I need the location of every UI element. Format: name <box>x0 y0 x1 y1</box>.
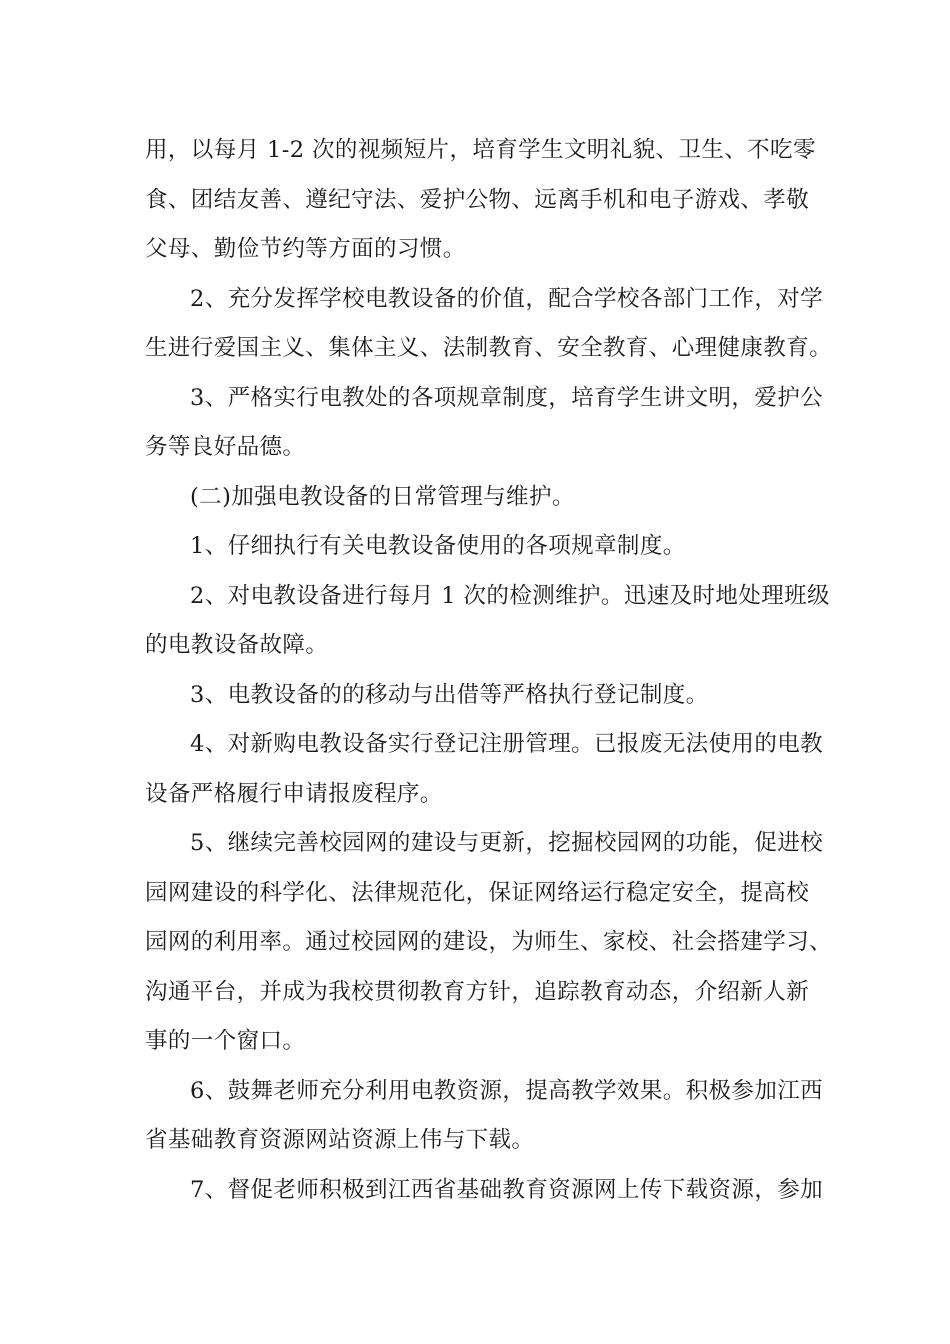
text-line: 园网建设的科学化、法律规范化，保证网络运行稳定安全，提高校 <box>145 879 810 906</box>
paragraph-start-line: 2、对电教设备进行每月 1 次的检测维护。迅速及时地处理班级 <box>190 582 830 609</box>
paragraph-start-line: 6、鼓舞老师充分利用电教资源，提高教学效果。积极参加江西 <box>190 1077 824 1104</box>
text-line: 园网的利用率。通过校园网的建设，为师生、家校、社会搭建学习、 <box>145 929 833 955</box>
body-text <box>145 126 833 1215</box>
text-line: 沟通平台，并成为我校贯彻教育方针，追踪教育动态，介绍新人新 <box>145 978 810 1005</box>
paragraph-start-line: 7、督促老师积极到江西省基础教育资源网上传下载资源，参加 <box>190 1176 824 1203</box>
text-line: 务等良好品德。 <box>145 434 306 460</box>
paragraph-start-line: 3、严格实行电教处的各项规章制度，培育学生讲文明，爱护公 <box>190 384 824 411</box>
text-line: 设备严格履行申请报废程序。 <box>145 780 443 807</box>
text-line: 省基础教育资源网站资源上伟与下载。 <box>145 1127 535 1153</box>
text-line: 父母、勤俭节约等方面的习惯。 <box>145 236 466 262</box>
paragraph-start-line: 4、对新购电教设备实行登记注册管理。已报废无法使用的电教 <box>190 731 824 757</box>
paragraph-start-line: 3、电教设备的的移动与出借等严格执行登记制度。 <box>190 681 709 708</box>
text-line: 食、团结友善、遵纪守法、爱护公物、远离手机和电子游戏、孝敬 <box>145 186 810 213</box>
text-line: 的电教设备故障。 <box>145 632 329 658</box>
paragraph-start-line: 1、仔细执行有关电教设备使用的各项规章制度。 <box>190 533 686 559</box>
paragraph-start-line: 2、充分发挥学校电教设备的价值，配合学校各部门工作，对学 <box>190 285 824 312</box>
text-line: 生进行爱国主义、集体主义、法制教育、安全教育、心理健康教育。 <box>145 335 833 361</box>
paragraph-start-line: 5、继续完善校园网的建设与更新，挖掘校园网的功能，促进校 <box>190 830 824 856</box>
section-heading: (二)加强电教设备的日常管理与维护。 <box>190 483 575 510</box>
text-line: 事的一个窗口。 <box>145 1028 306 1054</box>
text-line: 用，以每月 1-2 次的视频短片，培育学生文明礼貌、卫生、不吃零 <box>145 137 816 163</box>
